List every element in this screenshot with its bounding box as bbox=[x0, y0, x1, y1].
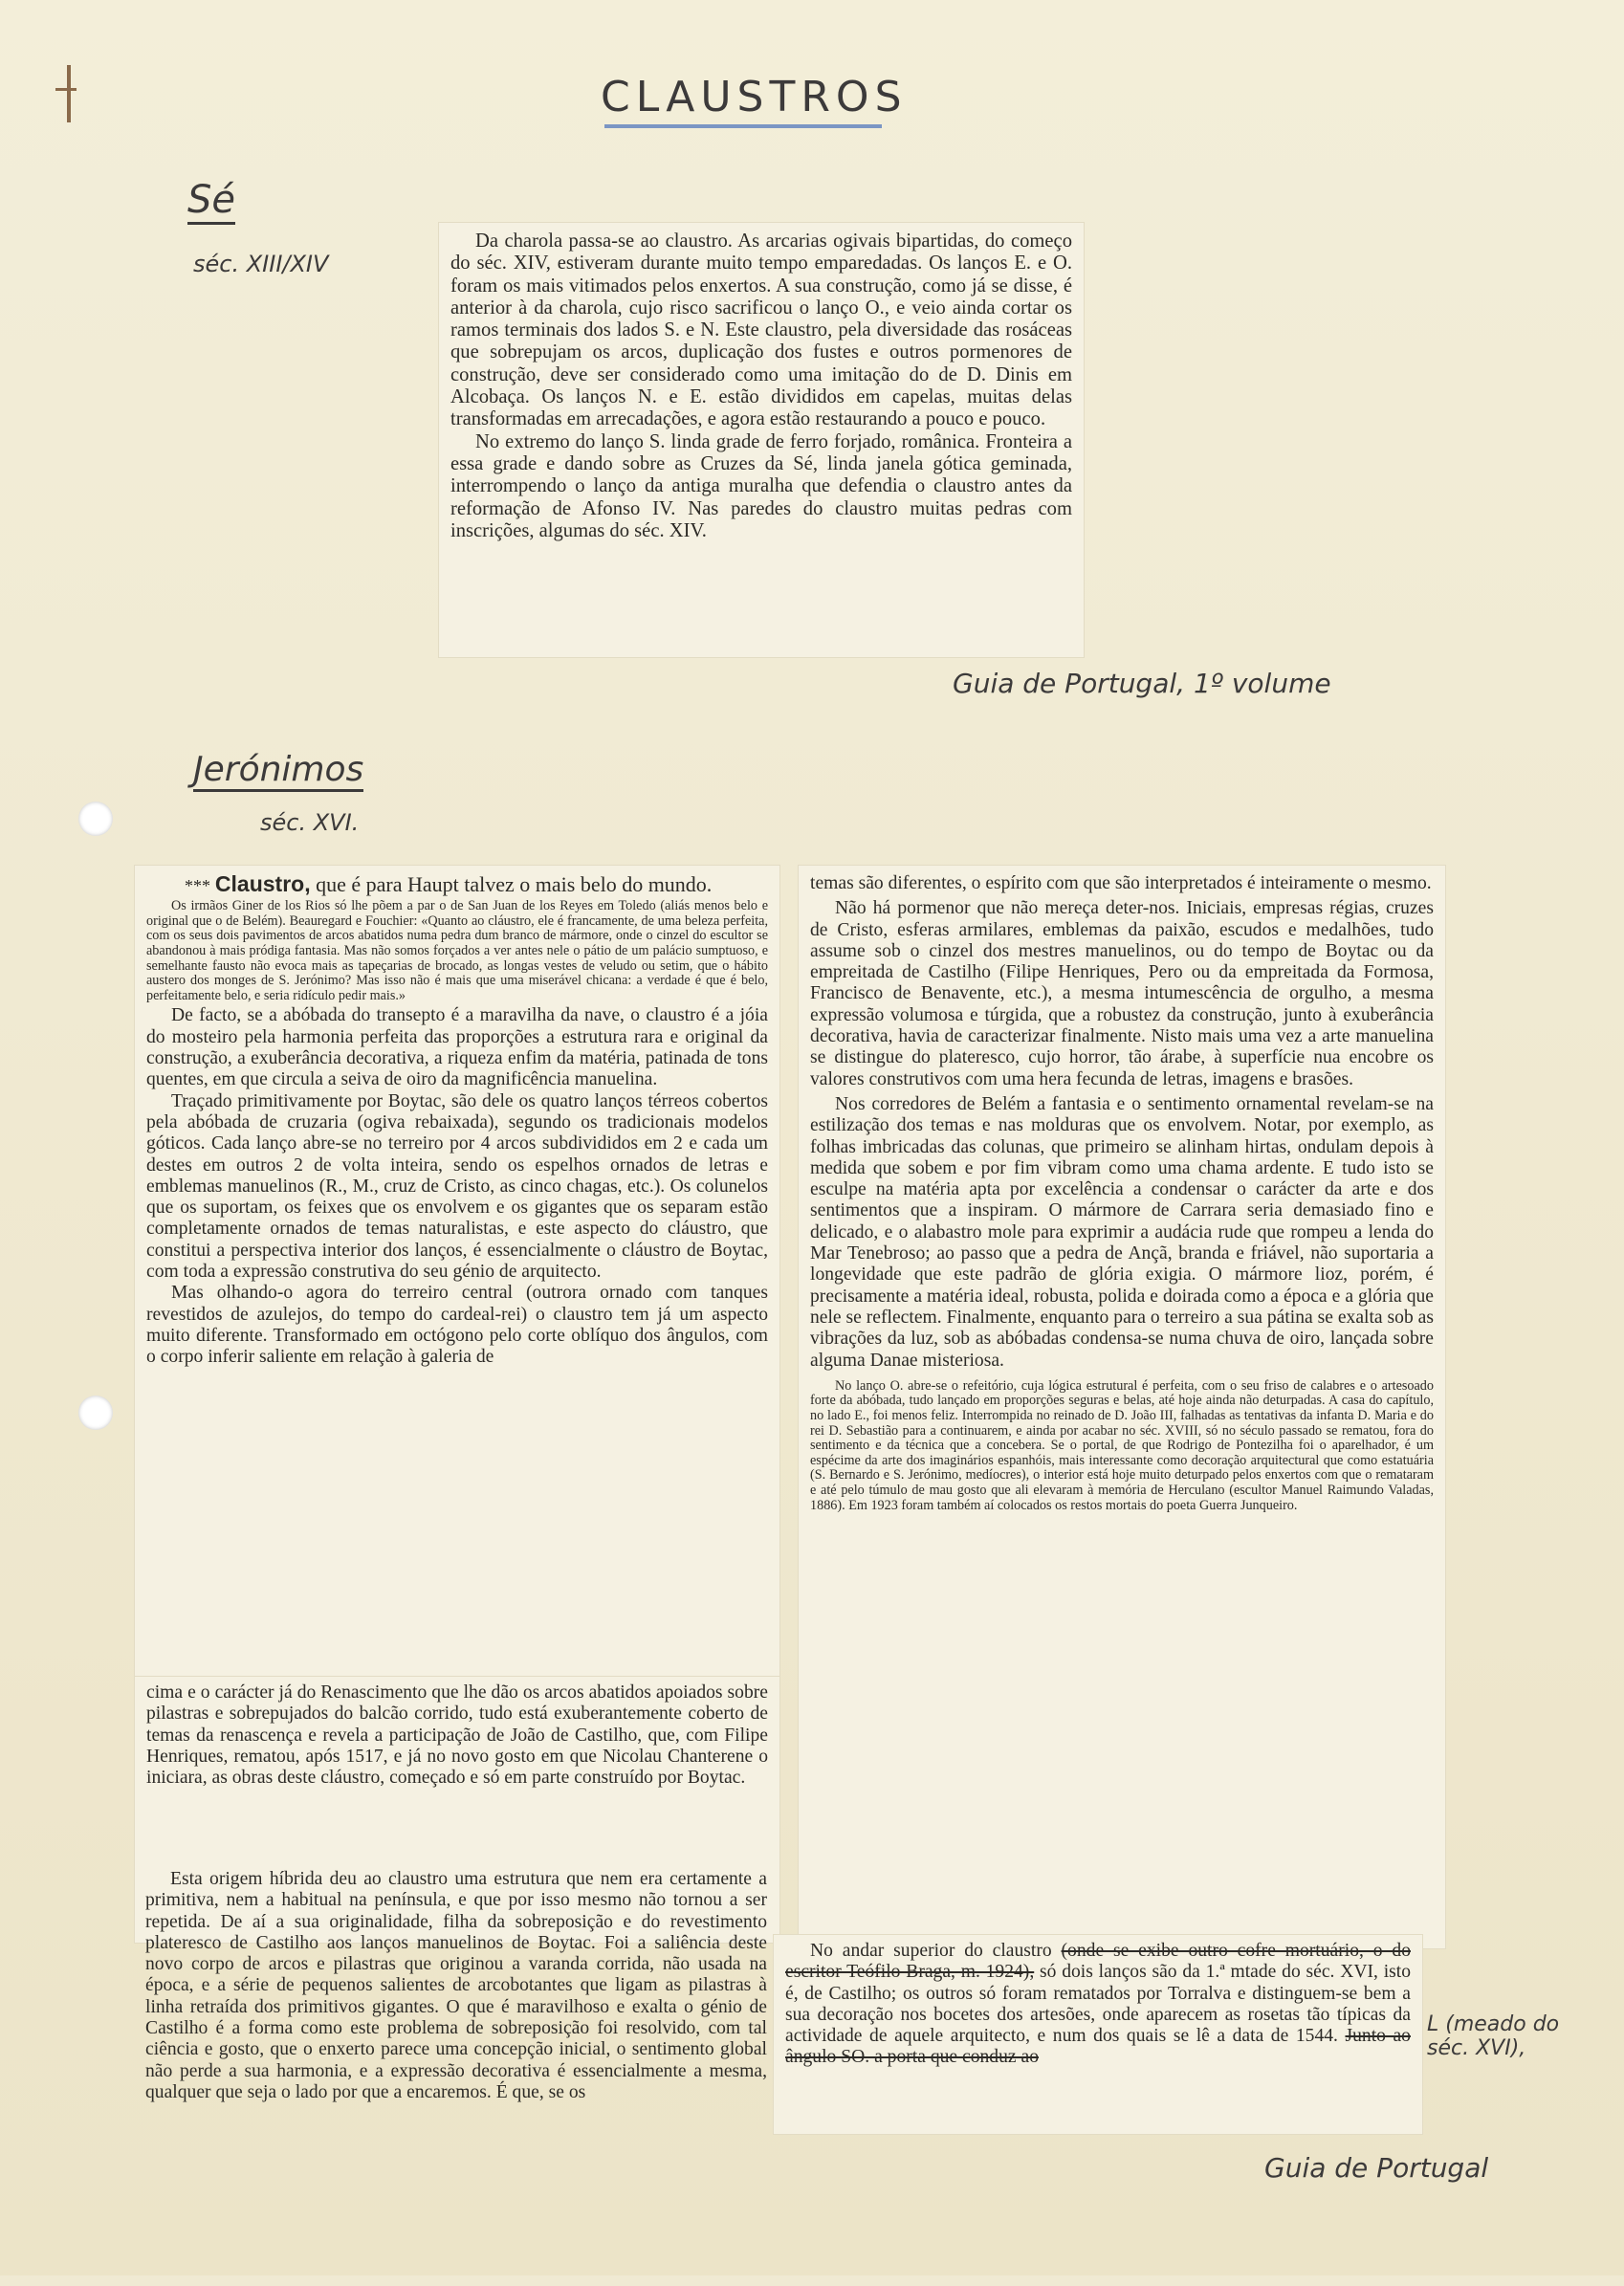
struck-text: Junto ao ângulo SO. a porta que conduz ao bbox=[785, 2026, 1411, 2068]
struck-text: (onde se exibe outro cofre mortuário, o do escritor Teófilo Braga, m. 1924), bbox=[785, 1941, 1411, 1983]
lead-bold: Claustro, bbox=[214, 871, 311, 896]
section-heading-se: Sé bbox=[187, 178, 235, 225]
quote-small: Os irmãos Giner de los Rios só lhe põem a par o de San Juan de los Reyes em Toledo (aliás menos belo e original que o de Belém). Beauregard e Fouchier: «Quanto ao cláustro, ele é francamente, de uma beleza perfeita, com os seus dois pavimentos de arcos abatidos numa pedra dum branco de mármore, onde o cinzel do escultor se abandonou à mais pródiga fantasia. Mas não somos forçados a ver antes nele o pátio de um palácio sumptuoso, e semelhante fausto não evoca mais as tapeçarias de brocado, as longas vestes de veludo ou setim, que o hábito austero dos monges de S. Jerónimo? Mas isso não é mais que uma miserável chicana: a verdade é que é belo, perfeitamente belo, e seria ridículo pedir mais.» bbox=[146, 898, 768, 1003]
margin-note: L (meado do séc. XVI), bbox=[1427, 2012, 1560, 2060]
staple-mark bbox=[55, 88, 77, 91]
small-print-paragraph: No lanço O. abre-se o refeitório, cuja lógica estrutural é perfeita, com o seu friso de calabres e o artesoado forte da abóbada, tudo lançado em proporções seguras e belas, até hoje ainda não deturpadas. A casa do capítulo, no lado E., foi menos feliz. Interrompida no reinado de D. João III, falhadas as tentativas da infanta D. Maria e do rei D. Sebastião para a continuarem, e ainda por acabar no séc. XVIII, só no século passado se rematou, fora do sentimento e da técnica que a concebera. Se o portal, de que Rodrigo de Pontezilha foi o aparelhador, é um espécime da arte dos imaginários espanhóis, mais interessante como decoração arquitectural que como estatuária (S. Bernardo e S. Jerónimo, medíocres), o interior está hoje muito deturpado pelos enxertos com que o remataram e até pelo túmulo de mau gosto que ali elevaram à memória de Herculano (escultor Manuel Raimundo Valadas, 1886). Em 1923 foram também aí colocados os restos mortais do poeta Guerra Junqueiro. bbox=[810, 1377, 1434, 1513]
clipping-jeronimos-left-bottom bbox=[134, 1857, 779, 2286]
section-century-se: séc. XIII/XIV bbox=[193, 251, 329, 277]
paragraph-text: No andar superior do claustro bbox=[810, 1941, 1062, 1961]
clipping-se-paragraph: No extremo do lanço S. linda grade de ferro forjado, românica. Fronteira a essa grade e dando sobre as Cruzes da Sé, linda janela gótica geminada, interrompendo o lanço da antiga muralha que defendia o claustro antes da reformação de Afonso IV. Nas paredes do claustro muitas pedras com inscrições, algumas do séc. XIV. bbox=[450, 430, 1072, 541]
punch-hole-bottom bbox=[78, 1396, 113, 1430]
paragraph: temas são diferentes, o espírito com que são interpretados é inteiramente o mesmo. bbox=[810, 873, 1432, 893]
section-century-jeronimos: séc. XVI. bbox=[260, 809, 360, 836]
clipping-jeronimos-right-bottom bbox=[773, 1934, 1423, 2135]
clipping-se bbox=[438, 222, 1085, 658]
paragraph: Esta origem híbrida deu ao claustro uma estrutura que nem era certamente a primitiva, nem a habitual na península, e que por isso mesmo não tornou a ser repetida. De aí a sua originalidade, filha da sobreposição e do revestimento plateresco de Castilho aos lanços manuelinos de Boytac. Foi a saliência deste novo corpo de arcos e pilastras que originou a varanda corrida, não usada na época, e a série de pequenos salientes de arcobotantes que ligam as pilastras à linha retraída dos primitivos gigantes. O que é maravilhoso e exalta o génio de Castilho é a forma como este problema de sobreposição foi resolvido, com tal ciência e gosto, que o enxerto parece uma concepção inicial, o sentimento global não perde a sua harmonia, e a expressão decorativa é essencialmente a mesma, qualquer que seja o lado por que a encaremos. É que, se os bbox=[145, 1869, 767, 2102]
clipping-se-paragraph: Da charola passa-se ao claustro. As arcarias ogivais bipartidas, do começo do séc. XIV, estiveram durante muito tempo emparedadas. Os lanços E. e O. foram os mais vitimados pelos enxertos. A sua construção, como já se disse, é anterior à da charola, cujo risco sacrificou o lanço O., e veio ainda cortar os ramos terminais dos lados S. e N. Este claustro, pela diversidade das rosáceas que sobrepujam os arcos, duplicação dos fustes e outros pormenores de construção, deve ser considerado como uma imitação do de D. Dinis em Alcobaça. Os lanços N. e E. estão divididos em capelas, muitas delas transformadas em arrecadações, e agora estão restaurando a pouco e pouco. bbox=[450, 231, 1072, 430]
staple-mark bbox=[67, 65, 71, 122]
paragraph: Mas olhando-o agora do terreiro central (outrora ornado com tanques revestidos de azulejos, do tempo do cardeal-rei) o claustro tem já um aspecto muito diferente. Transformado em octógono pelo corte oblíquo dos ângulos, com o corpo inferir saliente em relação à galeria de bbox=[146, 1283, 768, 1368]
paragraph: cima e o carácter já do Renascimento que lhe dão os arcos abatidos apoiados sobre pilastras e sobrepujados do balcão corrido, tudo está exuberantemente coberto de temas da renascença e revela a participação de João de Castilho, que, com Filipe Henriques, rematou, após 1517, e já no novo gosto em que Nicolau Chanterene o iniciara, as obras deste cláustro, começado e só em parte construído por Boytac. bbox=[146, 1682, 768, 1789]
section-heading-jeronimos: Jerónimos bbox=[193, 750, 363, 792]
paragraph: De facto, se a abóbada do transepto é a maravilha da nave, o claustro é a jóia do mosteiro pela harmonia perfeita das proporções a estrutura rara e original da construção, a exuberância decorativa, a riqueza enfim da matéria, patinada de tons quentes, em que circula a seiva de oiro da magnificência manuelina. bbox=[146, 1005, 768, 1090]
title-underline bbox=[604, 124, 882, 128]
source-note-se: Guia de Portugal, 1º volume bbox=[953, 668, 1331, 699]
page-title: CLAUSTROS bbox=[601, 73, 908, 121]
clipping-jeronimos-right bbox=[798, 865, 1446, 1949]
source-note-jeronimos: Guia de Portugal bbox=[1264, 2152, 1489, 2184]
paragraph: Não há pormenor que não mereça deter-nos. Iniciais, empresas régias, cruzes de Cristo, esferas armilares, emblemas da paixão, escudos e medalhões, tudo assume sob o cinzel dos mestres manuelinos, ou do tempo de Boytac ou da empreitada de Castilho (Filipe Henriques, Pero ou da empreitada da Formosa, Francisco de Benavente, etc.), a mesma intumescência de orgulho, a mesma expressão volumosa e túrgida, que a robustez da construção, junto à exuberância decorativa, havia de caracterizar finalmente. Nisto mais uma vez a arte manuelina se distingue do plateresco, cujo horror, tão árabe, à superfície nua encobre os valores construtivos com uma hera fecunda de letras, imagens e brasões. bbox=[810, 898, 1434, 1089]
paragraph: Traçado primitivamente por Boytac, são dele os quatro lanços térreos cobertos pela abóbada de cruzaria (ogiva rebaixada), segundo os tradicionais modelos góticos. Cada lanço abre-se no terreiro por 4 arcos subdivididos em 2 e cada um destes em outros 2 de volta inteira, sendo os espelhos ornados de letras e emblemas manuelinos (R., M., cruz de Cristo, as cinco chagas, etc.). Os colunelos que os suportam, os feixes que os envolvem e os gigantes que os separam estão completamente ornados de temas naturalistas, e este aspecto do cláustro, que constitui a perspectiva interior dos lanços, é essencialmente o cláustro de Boytac, com toda a expressão construtiva do seu génio de arquitecto. bbox=[146, 1090, 768, 1283]
clipping-jeronimos-left-top bbox=[134, 865, 780, 1687]
paragraph-text: só dois lanços são da 1.ª mtade do séc. XVI, isto é, de Castilho; os outros só foram rematados por Torralva e distinguem-se bem a sua decoração nos bocetes dos artesões, onde aparecem as rosetas tão típicas da actividade de aquele arquitecto, e num dos quais se lê a data de 1544. bbox=[785, 1962, 1412, 2047]
paragraph bbox=[785, 1941, 1411, 2069]
paragraph: Nos corredores de Belém a fantasia e o sentimento ornamental revelam-se na estilização dos temas e nas molduras que os envolvem. Notar, por exemplo, as folhas imbricadas das colunas, que primeiro se alinham hirtas, ondulam depois à medida que sobem e por fim vibram como uma chama ardente. E tudo isto se esculpe na matéria apta por excelência a condensar o carácter da arte e dos sentimentos que a inspiram. O mármore de Carrara seria demasiado fino e delicado, e o alabastro mole para exprimir a audácia rude que rompeu a lenda do Mar Tenebroso; ao passo que a pedra de Ançã, branda e friável, não suportaria a longevidade que este padrão de glória exigia. O mármore lioz, porém, é precisamente a matéria ideal, robusta, polida e doirada como a época e a glória que nele se reflectem. Finalmente, enquanto para o terreiro a sua pátina se exalta sob as vibrações da luz, sob as abóbadas condensa-se numa chuva de oiro, lançada sobre alguma Danae misteriosa. bbox=[810, 1093, 1434, 1371]
lead-rest: que é para Haupt talvez o mais belo do mundo. bbox=[310, 872, 713, 896]
lead-stars: *** bbox=[185, 876, 210, 895]
punch-hole-top bbox=[78, 802, 113, 836]
lead-line bbox=[146, 873, 768, 897]
